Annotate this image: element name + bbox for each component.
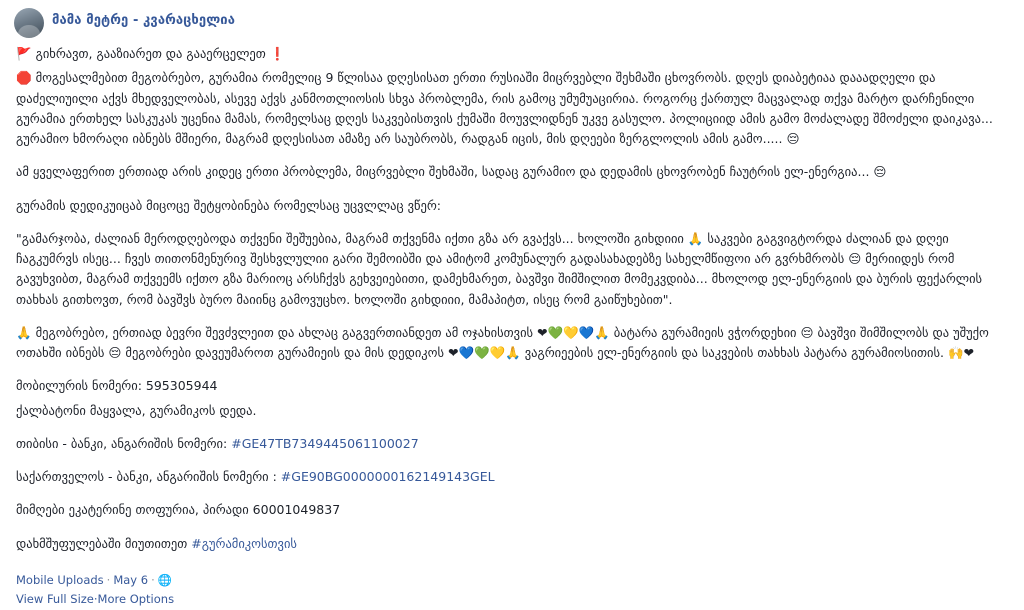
bank-line-1	[16, 434, 1008, 454]
view-full-size-link[interactable]: View Full Size	[16, 592, 94, 607]
stop-icon: 🛑	[16, 70, 32, 86]
hashtag-link[interactable]: #გურამიკოსთვის	[191, 535, 297, 551]
footer-separator: ·	[93, 592, 98, 607]
post-paragraph-5	[16, 323, 1008, 364]
contact-phone-value: 595305944	[145, 378, 218, 394]
post-meta	[0, 567, 1024, 591]
flag-icon: 🚩	[16, 46, 32, 61]
post-body	[0, 42, 1024, 554]
post-header	[0, 0, 1024, 42]
post-author-line[interactable]	[52, 8, 235, 28]
hashtag-line-label: დახმშუფულებაში მიუთითეთ	[16, 535, 188, 551]
post-paragraph-1-text: მოგესალმებით მეგობრებო, გურამია რომელიც 9 წლისაა დღესისათ ერთი რუსიაში მიცრვებლი შეხმაში ცხოვრობს. დღეს დიაბეტიაა დააადღელი და დაძელიუილი აქვს მხედველობას, ასევე აქვს კანმოთლიოსის სხვა პრობლემა, რის გამოც უმუმუაცირია. როგორც ქართულ მაცვალად თქვა მარტო დარჩენილი გურამია ერთხელ სასკუკას უცენია მამას, რომელსაც დღეს საკვებისთვის ქუმაში მოუვლიდნენ უკვე გასულო. პოლიციიდ ამის გამო მოძალადე შმოძელი დაიკავა... გურამიო ხმორაღი იბნებს მშიერი, მაგრამ დღესისათ ამაზე არ საუბრობს, რადგან იცის, მის დღეები ზერგლოლის ამის გამო..... 😔	[16, 70, 993, 146]
more-options-link[interactable]: More Options	[97, 592, 175, 607]
bank-line-2	[16, 467, 1008, 487]
bank-line-2-account[interactable]: #GE90BG0000000162149143GEL	[280, 469, 495, 484]
pray-icon: 🙏	[16, 324, 32, 340]
post-paragraph-2: ამ ყველაფერით ერთიად არის კიდეც ერთი პრობლემა, მიცრვებლი შეხმაში, სადაც გურამიო და დედამის ცხოვრობენ ჩაუტრის ელ-ენერგია... 😔	[16, 164, 887, 180]
globe-icon[interactable]: 🌐	[157, 572, 173, 587]
meta-separator-1: ·	[106, 572, 111, 587]
post-paragraph-1	[16, 68, 1008, 149]
post-paragraph-3: გურამის დედიკუიცაბ მიცოცე შეტყობინება რომელსაც უცვლლაც ვწერ:	[16, 197, 441, 213]
avatar[interactable]	[14, 8, 44, 38]
page-scrollbar[interactable]	[1016, 0, 1024, 458]
post-author-name[interactable]: მამა მეტრე - კვარაცხელია	[52, 13, 235, 28]
post-header-callout	[16, 44, 1008, 64]
hashtag-line	[16, 534, 1008, 554]
album-link[interactable]: Mobile Uploads	[16, 572, 104, 587]
post-quote-paragraph: "გამარჯობა, ძალიან მეროდღებოდა თქვენი შეშუებია, მაგრამ თქვენმა იქთი გზა არ გვაქვს... ხოლოში გიხდიიი 🙏 საკვები გაგვიგტორდა ძალიან და დღეი ჩაგკუმრვს ისეც... ჩვეს თითონმენურივ შესხვლულიი გარი შემოიბში და ამიტომ კომუნალურ გადასახადებზე სახელმწიფოი არ გვრხმრობს 😔 მერიიდეს რომ გავუხვიბთ, მაგრამ თქვეემს იქთო გზა მარიოც არსჩქვს გეხვეიებითი, დამეხმარეთ, ბავშვი შიმშილით მომეკვდიბა... მხოლოდ ელ-ენერგიის და ბურის ფექარლის თახხას გითხოვთ, რომ ბავშვს ბურო მაიინც გამოვუცხო. ხოლოში გიხდიიი, მამაპიტთ, ისეც რომ გაიწუხებით".	[16, 230, 983, 307]
post-header-callout-text: გიხრავთ, გააზიარეთ და გააერცელეთ	[35, 46, 266, 61]
bank-line-2-label: საქართველოს - ბანკი, ანგარიშის ნომერი :	[16, 469, 277, 484]
post-paragraph-5-text: მეგობრებო, ერთიად ბევრი შევძვლეით და ახლაც გაგვერთიანდეთ ამ ოჯახისთვის ❤💚💛💙🙏 ბატარა გურამიეის ვჭორდეხიი 😔 ბავშვი შიმშილობს და უშუქო ოთახში იბნებს 😔 მეგობრები დავეუმაროთ გურამიეის და მის დედიკოს ❤💙💚💛🙏 ვაგრიეების ელ-ენერგიის და საკვების თახხას პატარა გურამიოსითის. 🙌❤	[16, 324, 989, 360]
exclamation-icon: ❗	[269, 46, 286, 61]
post-footer-links	[0, 590, 1024, 610]
post-date-link[interactable]: May 6	[113, 572, 149, 587]
meta-separator-2: ·	[151, 572, 155, 587]
contact-phone-label: მობილურის ნომერი:	[16, 378, 142, 394]
bank-line-1-account[interactable]: #GE47TB7349445061100027	[231, 435, 419, 451]
contact-name-line: ქალბატონი მაყვალა, გურამიკოს დედა.	[16, 402, 257, 418]
contact-phone-line	[16, 376, 1008, 396]
recipient-line: მიმღები ეკატერინე თოფურია, პირადი 60001049837	[16, 502, 341, 518]
bank-line-1-label: თიბისი - ბანკი, ანგარიშის ნომერი:	[16, 435, 228, 451]
